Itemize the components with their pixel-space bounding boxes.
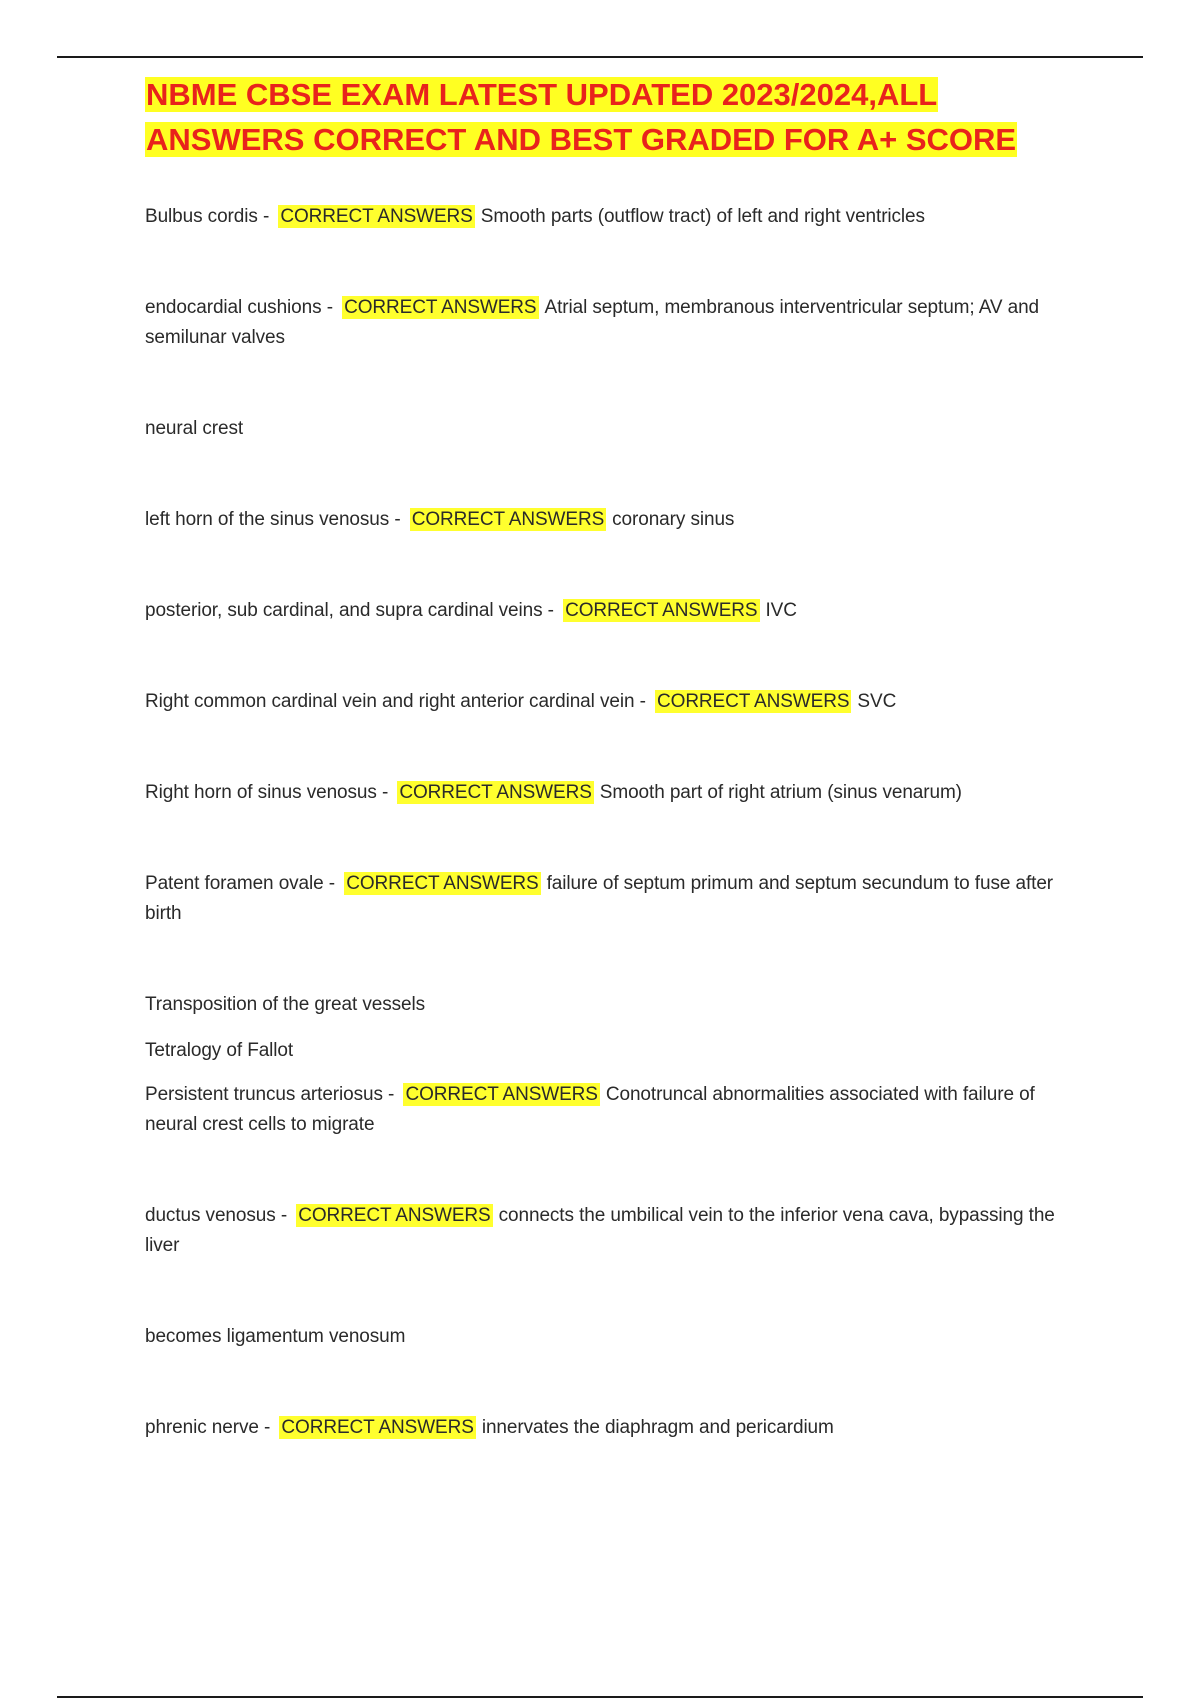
entry-separator: - bbox=[257, 206, 275, 227]
entry-term: Right common cardinal vein and right anterior cardinal vein bbox=[145, 691, 635, 712]
entry-separator: - bbox=[634, 691, 652, 712]
bottom-rule bbox=[57, 1696, 1143, 1698]
correct-answers-tag: CORRECT ANSWERS bbox=[565, 600, 758, 621]
entry-term: ductus venosus bbox=[145, 1205, 276, 1226]
entry-term: Patent foramen ovale bbox=[145, 873, 324, 894]
plain-entry bbox=[145, 414, 1065, 444]
correct-answers-tag: CORRECT ANSWERS bbox=[399, 782, 592, 803]
qa-entry bbox=[145, 869, 1065, 929]
document-title-line-2: ANSWERS CORRECT AND BEST GRADED FOR A+ SCORE bbox=[146, 122, 1017, 157]
correct-answers-tag: CORRECT ANSWERS bbox=[280, 206, 473, 227]
entry-text: Transposition of the great vessels bbox=[145, 994, 425, 1015]
entry-answer: coronary sinus bbox=[612, 509, 735, 530]
entry-answer: SVC bbox=[857, 691, 897, 712]
correct-answers-tag: CORRECT ANSWERS bbox=[344, 297, 537, 318]
entry-text: neural crest bbox=[145, 418, 244, 439]
entry-separator: - bbox=[258, 1417, 276, 1438]
entry-term: Persistent truncus arteriosus bbox=[145, 1084, 383, 1105]
entry-text: Tetralogy of Fallot bbox=[145, 1040, 294, 1061]
entry-separator: - bbox=[542, 600, 560, 621]
correct-answers-tag: CORRECT ANSWERS bbox=[346, 873, 539, 894]
entry-answer: Conotruncal abnormalities associated with failure of neural crest cells to migrate bbox=[145, 1084, 1035, 1135]
entry-term: Right horn of sinus venosus bbox=[145, 782, 377, 803]
plain-entry bbox=[145, 1322, 1065, 1352]
qa-entry bbox=[145, 293, 1065, 353]
qa-entry bbox=[145, 687, 1065, 717]
entry-separator: - bbox=[376, 782, 394, 803]
entry-separator: - bbox=[321, 297, 339, 318]
document-title bbox=[145, 72, 1065, 162]
qa-entry bbox=[145, 202, 1065, 232]
entry-answer: innervates the diaphragm and pericardium bbox=[481, 1417, 834, 1438]
entry-answer: Smooth part of right atrium (sinus venarum) bbox=[599, 782, 962, 803]
entry-separator: - bbox=[382, 1084, 400, 1105]
entry-answer: failure of septum primum and septum secundum to fuse after birth bbox=[145, 873, 1054, 924]
qa-entry bbox=[145, 1413, 1065, 1443]
entry-separator: - bbox=[323, 873, 341, 894]
entry-text: becomes ligamentum venosum bbox=[145, 1326, 406, 1347]
entry-answer: Smooth parts (outflow tract) of left and right ventricles bbox=[480, 206, 925, 227]
entry-answer: connects the umbilical vein to the inferior vena cava, bypassing the liver bbox=[145, 1205, 1055, 1256]
entry-term: endocardial cushions bbox=[145, 297, 322, 318]
correct-answers-tag: CORRECT ANSWERS bbox=[657, 691, 850, 712]
entry-separator: - bbox=[389, 509, 406, 530]
plain-entry bbox=[145, 990, 1065, 1020]
document-title-line-1: NBME CBSE EXAM LATEST UPDATED 2023/2024,ALL bbox=[146, 77, 938, 112]
document-body bbox=[145, 72, 1065, 1438]
entry-answer: IVC bbox=[765, 600, 797, 621]
correct-answers-tag: CORRECT ANSWERS bbox=[405, 1084, 598, 1105]
qa-entry bbox=[145, 505, 1065, 535]
correct-answers-tag: CORRECT ANSWERS bbox=[298, 1205, 491, 1226]
entry-separator: - bbox=[275, 1205, 293, 1226]
entry-answer: Atrial septum, membranous interventricular septum; AV and semilunar valves bbox=[145, 297, 1040, 348]
qa-entry bbox=[145, 1080, 1065, 1140]
qa-entry bbox=[145, 1201, 1065, 1261]
entry-term: Bulbus cordis bbox=[145, 206, 258, 227]
qa-entry bbox=[145, 596, 1065, 626]
entry-term: left horn of the sinus venosus bbox=[145, 509, 390, 530]
correct-answers-tag: CORRECT ANSWERS bbox=[281, 1417, 474, 1438]
entry-term: posterior, sub cardinal, and supra cardinal veins bbox=[145, 600, 543, 621]
correct-answers-tag: CORRECT ANSWERS bbox=[411, 509, 605, 530]
plain-entry bbox=[145, 1036, 1065, 1066]
entry-term: phrenic nerve bbox=[145, 1417, 259, 1438]
qa-entry bbox=[145, 778, 1065, 808]
top-rule bbox=[57, 56, 1143, 58]
